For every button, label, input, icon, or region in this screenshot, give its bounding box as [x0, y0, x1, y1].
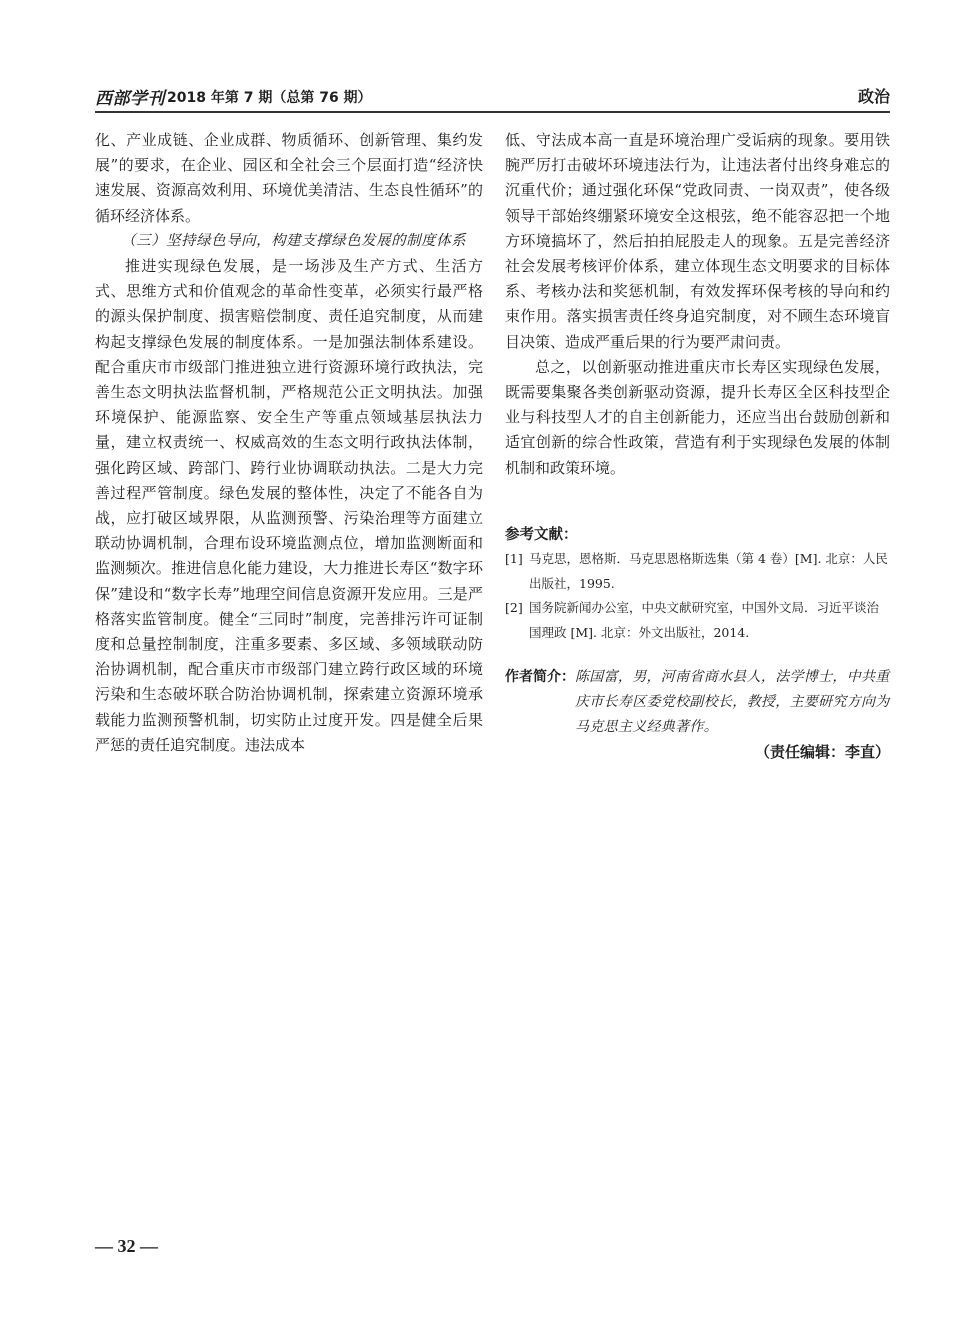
author-label: 作者简介： [505, 669, 575, 685]
body-paragraph: 总之，以创新驱动推进重庆市长寿区实现绿色发展，既需要集聚各类创新驱动资源，提升长寿区全区科技型企业与科技型人才的自主创新能力，还应当出台鼓励创新和适宜创新的综合性政策，营造有利于实现绿色发展的体制机制和政策环境。 [505, 357, 890, 477]
issue-info: 2018 年第 7 期（总第 76 期） [167, 89, 372, 106]
reference-text: 国务院新闻办公室，中央文献研究室，中国外文局．习近平谈治国理政 [M]. 北京：外文出版社，2014. [529, 600, 880, 640]
reference-item [505, 547, 890, 596]
body-paragraph: 化、产业成链、企业成群、物质循环、创新管理、集约发展”的要求，在企业、园区和全社会三个层面打造“经济快速发展、资源高效利用、环境优美清洁、生态良性循环”的循环经济体系。 [95, 131, 483, 225]
reference-item [505, 596, 890, 645]
reference-text: 马克思，恩格斯．马克思恩格斯选集（第 4 卷）[M]. 北京：人民出版社，1995. [529, 551, 888, 591]
page-number: — 32 — [95, 1236, 158, 1256]
right-column [505, 128, 890, 481]
page-header [95, 84, 890, 118]
author-bio [505, 665, 890, 740]
reference-number: [1] [505, 551, 523, 566]
header-rule [95, 111, 890, 113]
section-subheading: （三）坚持绿色导向，构建支撑绿色发展的制度体系 [121, 232, 467, 249]
journal-logo: 西部学刊 [95, 89, 165, 109]
left-column [95, 128, 483, 758]
reference-number: [2] [505, 600, 523, 615]
section-title: 政治 [857, 87, 890, 106]
body-paragraph: 低、守法成本高一直是环境治理广受诟病的现象。要用铁腕严厉打击破坏环境违法行为，让违法者付出终身难忘的沉重代价；通过强化环保“党政同责、一岗双责”，使各级领导干部始终绷紧环境安全这根弦，绝不能容忍把一个地方环境搞坏了，然后拍拍屁股走人的现象。五是完善经济社会发展考核评价体系，建立体现生态文明要求的目标体系、考核办法和奖惩机制，有效发挥环保考核的导向和约束作用。落实损害责任终身追究制度，对不顾生态环境盲目决策、造成严重后果的行为要严肃问责。 [505, 131, 890, 351]
author-text: 陈国富，男，河南省商水县人，法学博士，中共重庆市长寿区委党校副校长，教授，主要研究方向为马克思主义经典著作。 [575, 669, 890, 735]
header-left [95, 84, 372, 109]
references-list [505, 547, 890, 645]
references-heading: 参考文献： [505, 527, 578, 543]
responsible-editor: （责任编辑：李直） [754, 743, 890, 761]
body-paragraph: 推进实现绿色发展，是一场涉及生产方式、生活方式、思维方式和价值观念的革命性变革，必须实行最严格的源头保护制度、损害赔偿制度、责任追究制度，从而建构起支撑绿色发展的制度体系。一是加强法制体系建设。配合重庆市市级部门推进独立进行资源环境行政执法，完善生态文明执法监督机制，严格规范公正文明执法。加强环境保护、能源监察、安全生产等重点领域基层执法力量，建立权责统一、权威高效的生态文明行政执法体制，强化跨区域、跨部门、跨行业协调联动执法。二是大力完善过程严管制度。绿色发展的整体性，决定了不能各自为战，应打破区域界限，从监测预警、污染治理等方面建立联动协调机制，合理布设环境监测点位，增加监测断面和监测频次。推进信息化能力建设，大力推进长寿区“数字环保”建设和“数字长寿”地理空间信息资源开发应用。三是严格落实监管制度。健全“三同时”制度，完善排污许可证制度和总量控制制度，注重多要素、多区域、多领域联动防治协调机制，配合重庆市市级部门建立跨行政区域的环境污染和生态破坏联合防治协调机制，探索建立资源环境承载能力监测预警机制，切实防止过度开发。四是健全后果严惩的责任追究制度。违法成本 [95, 257, 483, 754]
